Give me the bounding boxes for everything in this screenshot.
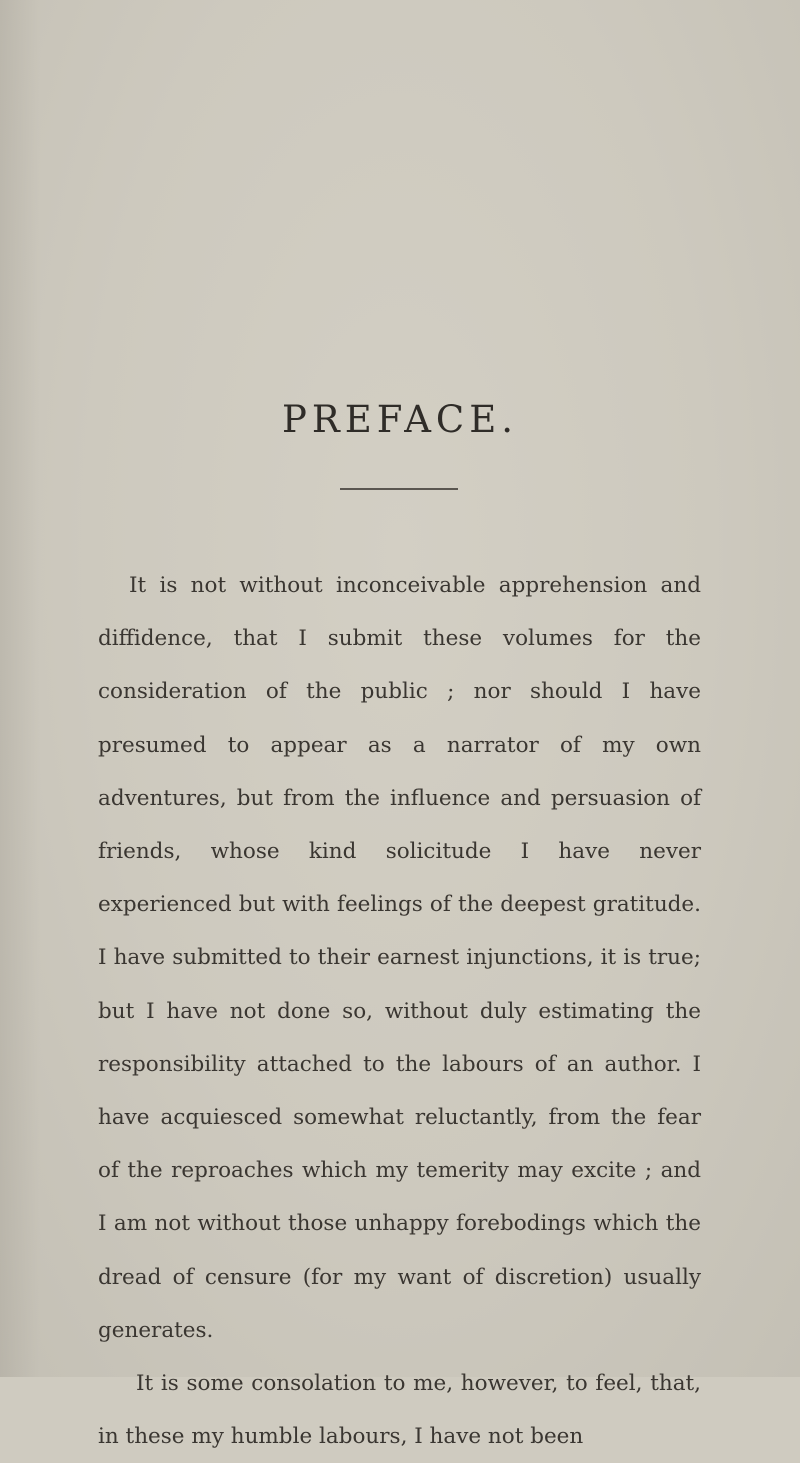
paragraph-2: It is some consolation to me, however, to feel, that, in these my humble labours, I have not been bbox=[98, 1371, 701, 1450]
preface-body bbox=[98, 559, 701, 1463]
paragraph-1-lead: It bbox=[129, 573, 147, 598]
title-rule bbox=[340, 488, 458, 490]
paragraph-1 bbox=[98, 559, 701, 1357]
paragraph-1-text: is not without inconceivable apprehension and diffidence, that I submit these volumes for the consideration of the public ; nor should I have presumed to appear as a narrator of my own adventures, but from the influence and persuasion of friends, whose kind solicitude I have never experienced but with feelings of the deepest gratitude. I have submitted to their earnest injunctions, it is true; but I have not done so, without duly estimating the responsibility attached to the labours of an author. I have acquiesced somewhat reluctantly, from the fear of the reproaches which my temerity may excite ; and I am not without those unhappy forebodings which the dread of censure (for my want of discretion) usually generates. bbox=[98, 573, 701, 1343]
page-title: PREFACE. bbox=[281, 398, 519, 441]
